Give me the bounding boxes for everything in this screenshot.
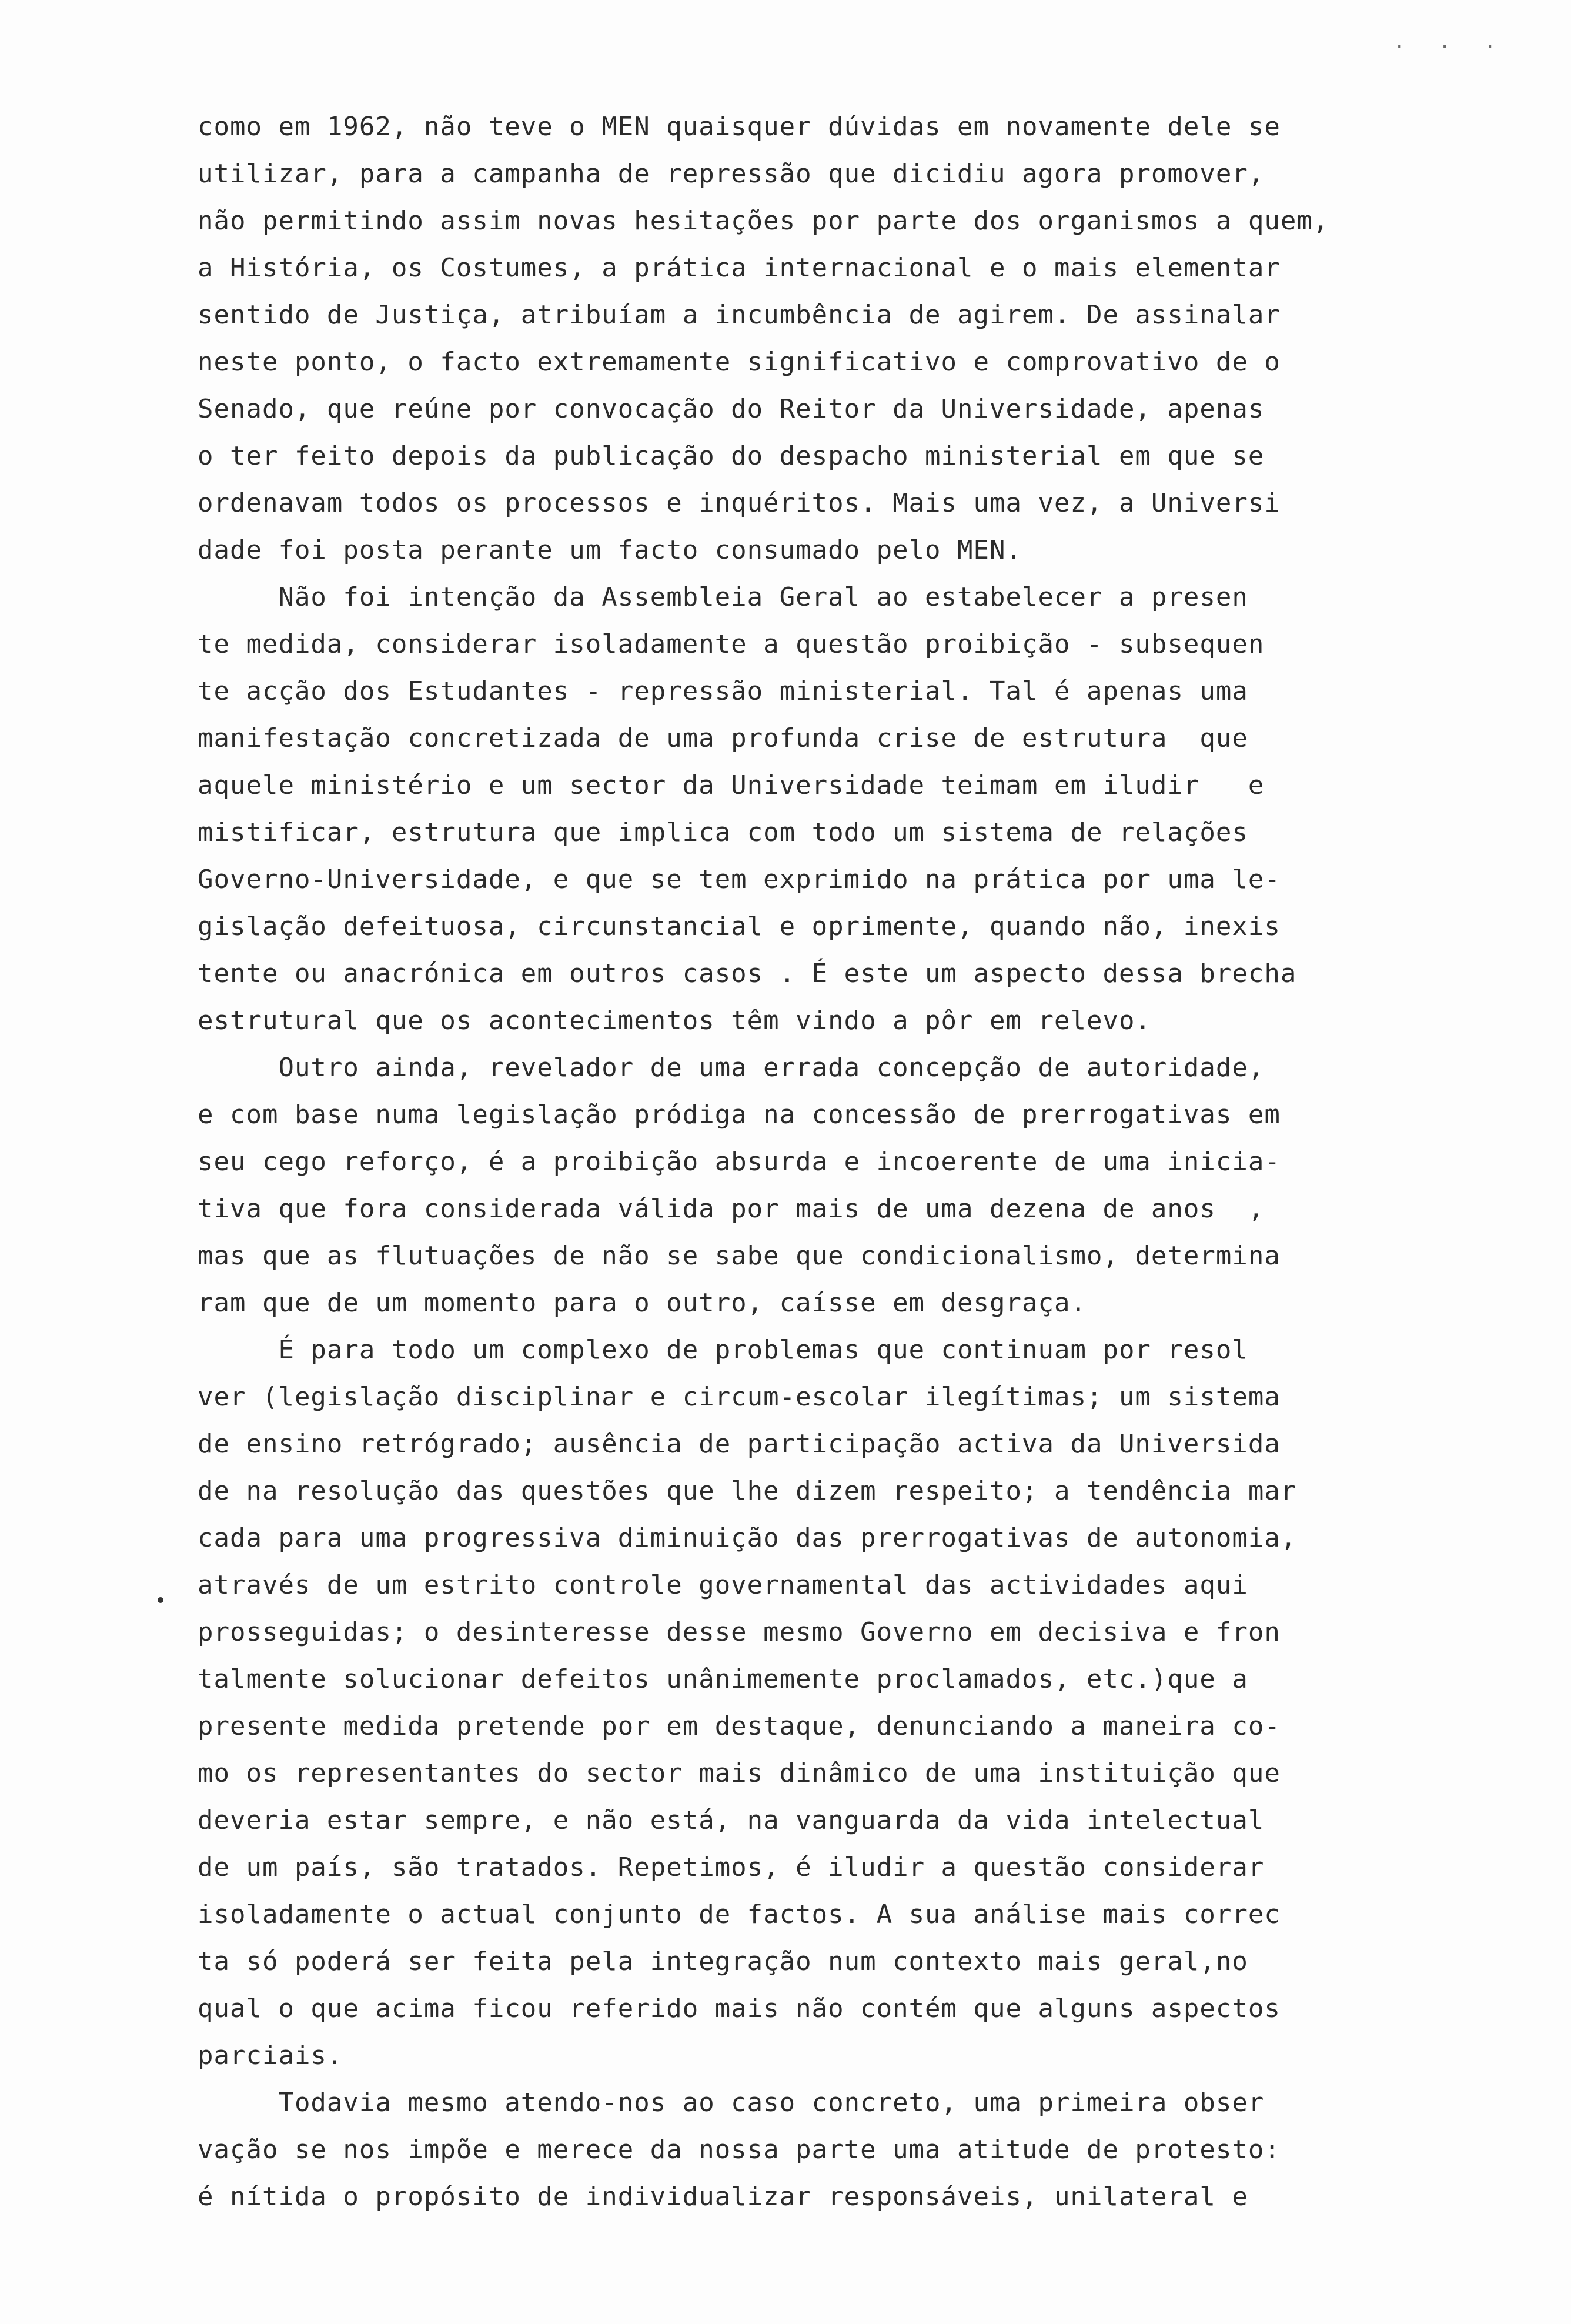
text-line: é nítida o propósito de individualizar responsáveis, unilateral e [198, 2182, 1248, 2212]
text-line: mas que as flutuações de não se sabe que condicionalismo, determina [198, 1241, 1281, 1271]
text-line: manifestação concretizada de uma profunda crise de estrutura que [198, 723, 1248, 753]
text-line: de ensino retrógrado; ausência de participação activa da Universida [198, 1429, 1281, 1459]
text-line: sentido de Justiça, atribuíam a incumbência de agirem. De assinalar [198, 300, 1281, 330]
text-line: e com base numa legislação pródiga na concessão de prerrogativas em [198, 1100, 1281, 1130]
text-line: ta só poderá ser feita pela integração num contexto mais geral,no [198, 1946, 1248, 1976]
corner-marks: · · · [1393, 35, 1507, 59]
text-line: qual o que acima ficou referido mais não contém que alguns aspectos [198, 1994, 1281, 2024]
text-line: cada para uma progressiva diminuição das prerrogativas de autonomia, [198, 1523, 1297, 1553]
text-line: dade foi posta perante um facto consumado pelo MEN. [198, 535, 1022, 565]
text-line: prosseguidas; o desinteresse desse mesmo Governo em decisiva e fron [198, 1617, 1281, 1647]
text-line: mo os representantes do sector mais dinâmico de uma instituição que [198, 1758, 1281, 1788]
text-line: talmente solucionar defeitos unânimemente proclamados, etc.)que a [198, 1664, 1248, 1694]
text-line: te medida, considerar isoladamente a questão proibição - subsequen [198, 629, 1265, 659]
text-line: tiva que fora considerada válida por mais de uma dezena de anos , [198, 1194, 1265, 1224]
text-line: Outro ainda, revelador de uma errada concepção de autoridade, [198, 1053, 1265, 1083]
text-line: gislação defeituosa, circunstancial e oprimente, quando não, inexis [198, 911, 1281, 941]
text-line: utilizar, para a campanha de repressão que dicidiu agora promover, [198, 159, 1265, 189]
margin-dot [158, 1597, 163, 1603]
text-line: parciais. [198, 2041, 343, 2071]
text-line: a História, os Costumes, a prática internacional e o mais elementar [198, 253, 1281, 283]
text-line: o ter feito depois da publicação do despacho ministerial em que se [198, 441, 1265, 471]
text-line: isoladamente o actual conjunto de factos. A sua análise mais correc [198, 1899, 1281, 1929]
text-line: de na resolução das questões que lhe dizem respeito; a tendência mar [198, 1476, 1297, 1506]
text-line: ver (legislação disciplinar e circum-escolar ilegítimas; um sistema [198, 1382, 1281, 1412]
body-text [198, 103, 1432, 2221]
text-line: tente ou anacrónica em outros casos . É este um aspecto dessa brecha [198, 959, 1297, 989]
text-line: estrutural que os acontecimentos têm vindo a pôr em relevo. [198, 1006, 1151, 1036]
text-line: ram que de um momento para o outro, caísse em desgraça. [198, 1288, 1087, 1318]
text-line: presente medida pretende por em destaque, denunciando a maneira co- [198, 1711, 1281, 1741]
text-line: neste ponto, o facto extremamente significativo e comprovativo de o [198, 347, 1281, 377]
text-line: Todavia mesmo atendo-nos ao caso concreto, uma primeira obser [198, 2088, 1265, 2118]
text-line: mistificar, estrutura que implica com todo um sistema de relações [198, 817, 1248, 847]
text-line: aquele ministério e um sector da Universidade teimam em iludir e [198, 770, 1265, 800]
text-line: ordenavam todos os processos e inquéritos. Mais uma vez, a Universi [198, 488, 1281, 518]
text-line: É para todo um complexo de problemas que continuam por resol [198, 1335, 1248, 1365]
text-line: não permitindo assim novas hesitações por parte dos organismos a quem, [198, 206, 1329, 236]
text-line: através de um estrito controle governamental das actividades aqui [198, 1570, 1248, 1600]
text-line: Senado, que reúne por convocação do Reitor da Universidade, apenas [198, 394, 1265, 424]
text-line: deveria estar sempre, e não está, na vanguarda da vida intelectual [198, 1805, 1265, 1835]
text-line: seu cego reforço, é a proibição absurda e incoerente de uma inicia- [198, 1147, 1281, 1177]
text-line: Não foi intenção da Assembleia Geral ao estabelecer a presen [198, 582, 1248, 612]
text-line: como em 1962, não teve o MEN quaisquer dúvidas em novamente dele se [198, 112, 1281, 142]
text-line: Governo-Universidade, e que se tem exprimido na prática por uma le- [198, 864, 1281, 894]
text-line: de um país, são tratados. Repetimos, é iludir a questão considerar [198, 1852, 1265, 1882]
text-line: te acção dos Estudantes - repressão ministerial. Tal é apenas uma [198, 676, 1248, 706]
text-line: vação se nos impõe e merece da nossa parte uma atitude de protesto: [198, 2135, 1281, 2165]
